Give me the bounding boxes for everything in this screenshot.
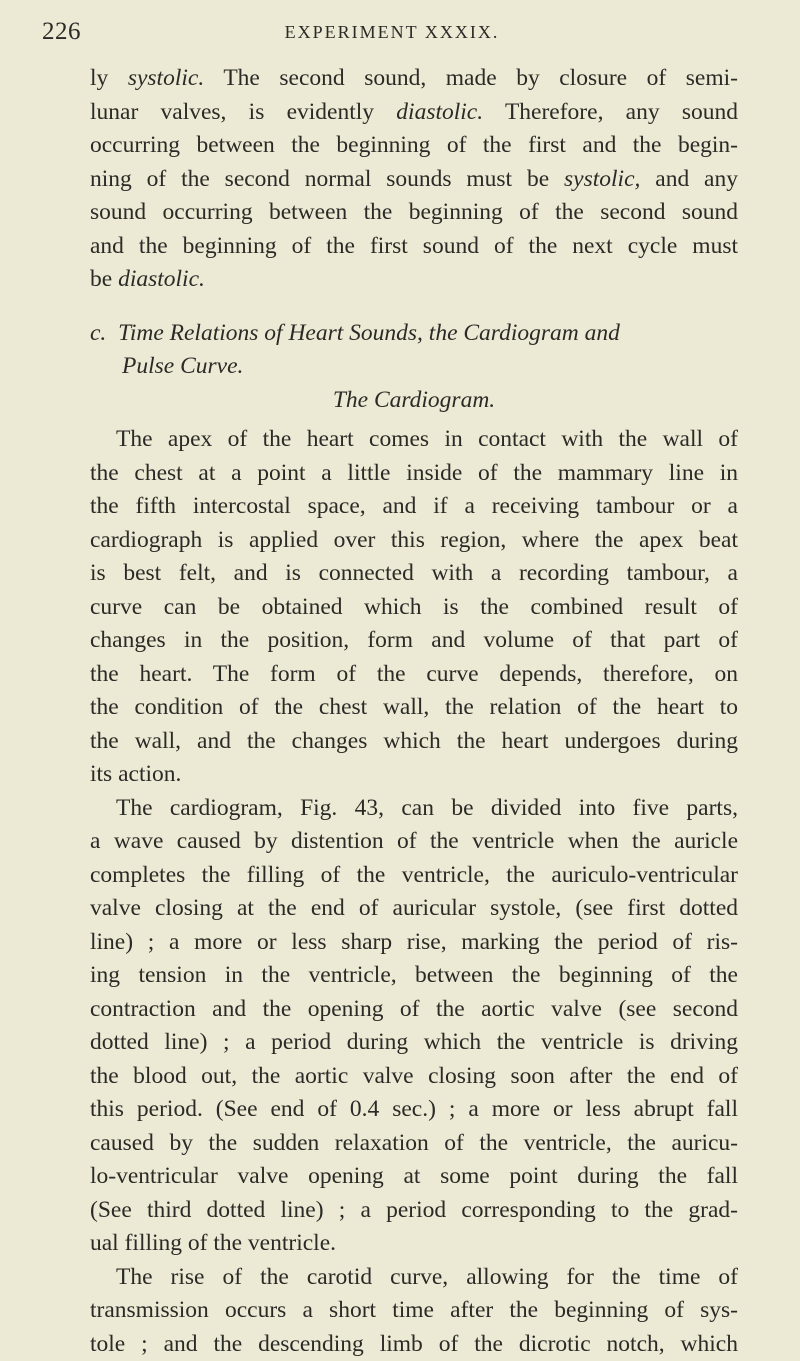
text-line: is best felt, and is connected with a recording tambour, a — [90, 557, 738, 591]
body-text — [90, 62, 738, 1361]
text-line: the heart. The form of the curve depends, therefore, on — [90, 658, 738, 692]
text-line: ual filling of the ventricle. — [90, 1227, 738, 1261]
text-line: sound occurring between the beginning of the second sound — [90, 196, 738, 230]
section-subtitle: The Cardiogram. — [90, 384, 738, 418]
section-heading — [90, 317, 738, 418]
text-line: line) ; a more or less sharp rise, marking the period of ris- — [90, 926, 738, 960]
text-line: dotted line) ; a period during which the ventricle is driving — [90, 1026, 738, 1060]
section-label: c. — [90, 320, 106, 346]
text-line: the chest at a point a little inside of the mammary line in — [90, 457, 738, 491]
text-line: caused by the sudden relaxation of the ventricle, the auricu- — [90, 1127, 738, 1161]
page-header — [42, 0, 742, 64]
text-line: a wave caused by distention of the ventricle when the auricle — [90, 825, 738, 859]
text-line: the fifth intercostal space, and if a receiving tambour or a — [90, 490, 738, 524]
text-line: contraction and the opening of the aortic valve (see second — [90, 993, 738, 1027]
text-line: The cardiogram, Fig. 43, can be divided into five parts, — [90, 792, 738, 826]
paragraph-1 — [90, 62, 738, 297]
section-title-line-1: c. Time Relations of Heart Sounds, the Cardiogram and — [90, 317, 738, 351]
text-line: The apex of the heart comes in contact with the wall of — [90, 423, 738, 457]
page-number: 226 — [42, 18, 81, 46]
text-line: (See third dotted line) ; a period corresponding to the grad- — [90, 1194, 738, 1228]
text-line: ning of the second normal sounds must be systolic, and any — [90, 163, 738, 197]
paragraph-3 — [90, 792, 738, 1261]
text-line: cardiograph is applied over this region, where the apex beat — [90, 524, 738, 558]
text-line: lo-ventricular valve opening at some point during the fall — [90, 1160, 738, 1194]
section-title-line-2: Pulse Curve. — [90, 350, 738, 384]
text-line: valve closing at the end of auricular systole, (see first dotted — [90, 892, 738, 926]
text-line: curve can be obtained which is the combined result of — [90, 591, 738, 625]
text-line: transmission occurs a short time after the beginning of sys- — [90, 1294, 738, 1328]
text-line: be diastolic. — [90, 263, 738, 297]
text-line: ly systolic. The second sound, made by closure of semi- — [90, 62, 738, 96]
text-line: the wall, and the changes which the heart undergoes during — [90, 725, 738, 759]
text-line: The rise of the carotid curve, allowing for the time of — [90, 1261, 738, 1295]
text-line: tole ; and the descending limb of the dicrotic notch, which — [90, 1328, 738, 1361]
text-line: this period. (See end of 0.4 sec.) ; a more or less abrupt fall — [90, 1093, 738, 1127]
text-line: and the beginning of the first sound of the next cycle must — [90, 230, 738, 264]
paragraph-4 — [90, 1261, 738, 1361]
text-line: ing tension in the ventricle, between the beginning of the — [90, 959, 738, 993]
text-line: its action. — [90, 758, 738, 792]
text-line: completes the filling of the ventricle, the auriculo-ventricular — [90, 859, 738, 893]
running-head: EXPERIMENT XXXIX. — [42, 22, 742, 43]
text-line: occurring between the beginning of the first and the begin- — [90, 129, 738, 163]
text-line: the condition of the chest wall, the relation of the heart to — [90, 691, 738, 725]
text-line: lunar valves, is evidently diastolic. Therefore, any sound — [90, 96, 738, 130]
text-line: changes in the position, form and volume of that part of — [90, 624, 738, 658]
text-line: the blood out, the aortic valve closing soon after the end of — [90, 1060, 738, 1094]
paragraph-2 — [90, 423, 738, 792]
